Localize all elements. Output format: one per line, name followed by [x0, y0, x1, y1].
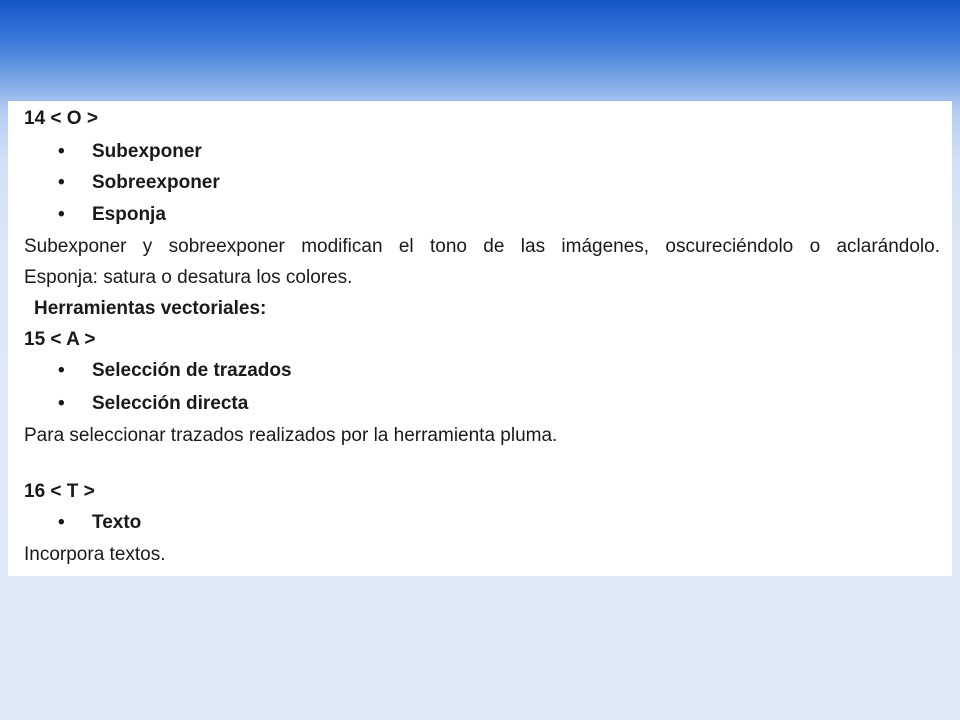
- section-15-description: Para seleccionar trazados realizados por la herramienta pluma.: [24, 425, 558, 446]
- list-item-label: Selección directa: [92, 393, 249, 414]
- bullet-icon: •: [58, 393, 65, 414]
- subheading-vector-tools: Herramientas vectoriales:: [34, 298, 267, 319]
- list-item-label: Subexponer: [92, 141, 202, 162]
- section-14-description-line1: Subexponer y sobreexponer modifican el tono de las imágenes, oscureciéndolo o aclarándolo.: [24, 236, 940, 257]
- list-item-subexponer: [58, 141, 202, 163]
- bullet-icon: •: [58, 172, 65, 193]
- list-item-sobreexponer: [58, 172, 220, 194]
- list-item-seleccion-trazados: [58, 360, 292, 382]
- list-item-label: Esponja: [92, 204, 166, 225]
- section-16-heading: 16 < T >: [24, 481, 95, 502]
- bullet-icon: •: [58, 204, 65, 225]
- list-item-label: Texto: [92, 512, 142, 533]
- section-14-description-line2: Esponja: satura o desatura los colores.: [24, 267, 353, 288]
- bullet-icon: •: [58, 360, 65, 381]
- list-item-esponja: [58, 204, 166, 226]
- list-item-seleccion-directa: [58, 393, 248, 415]
- section-16-description: Incorpora textos.: [24, 544, 166, 565]
- list-item-label: Selección de trazados: [92, 360, 292, 381]
- bullet-icon: •: [58, 141, 65, 162]
- bullet-icon: •: [58, 512, 65, 533]
- section-14-heading: 14 < O >: [24, 108, 98, 129]
- content-panel: [8, 101, 952, 576]
- list-item-label: Sobreexponer: [92, 172, 220, 193]
- section-15-heading: 15 < A >: [24, 329, 96, 350]
- list-item-texto: [58, 512, 141, 534]
